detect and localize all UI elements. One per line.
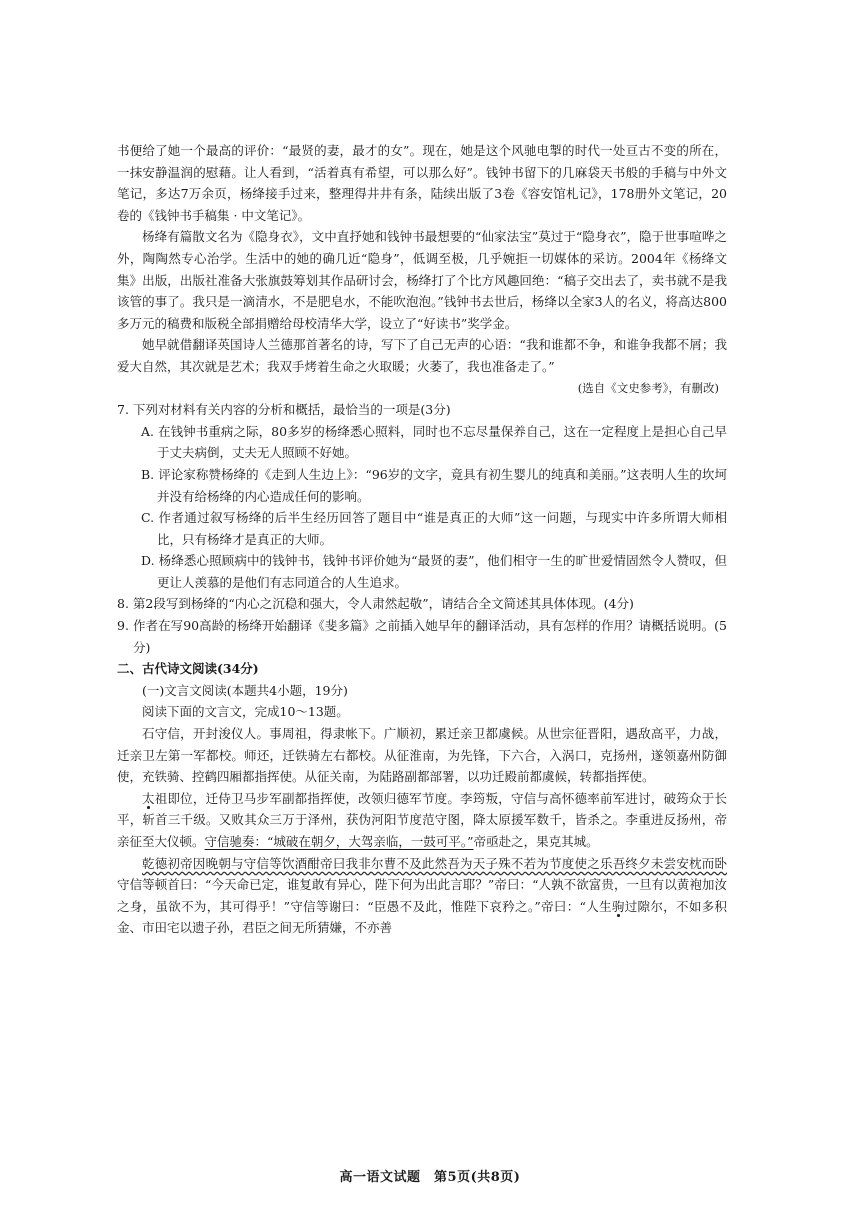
emphasis-dot-char: 太 (142, 790, 155, 806)
classical-paragraph-2-text: 祖即位，迁侍卫马步军副都指挥使，改领归德军节度。李筠叛，守信与高怀德率前军进讨，破筠众于长平，斩首三千级。又败其众三万于泽州，获伪河阳节度范守图，降太原援军数千，皆杀之。李重进反扬州，帝亲征至大仪顿。 (117, 790, 727, 849)
classical-paragraph-1: 石守信，开封浚仪人。事周祖，得隶帐下。广顺初，累迁亲卫都虞候。从世宗征晋阳，遇敌高平，力战，迁亲卫左第一军都校。师还，迁铁骑左右都校。从征淮南，为先锋，下六合，入涡口，克扬州，遂领嘉州防御使，充铁骑、控鹤四厢都指挥使。从征关南，为陆路副都部署，以功迁殿前都虞候，转都指挥使。 (117, 726, 727, 785)
source-note: (选自《文史参考》，有删改) (577, 380, 719, 395)
underlined-sentence: 守信驰奏：“城破在朝夕，大驾亲临，一鼓可平。” (204, 834, 474, 849)
reading-paragraph-2: 杨绛有篇散文名为《隐身衣》，文中直抒她和钱钟书最想要的“仙家法宝”莫过于“隐身衣”，隐于世事喧哗之外，陶陶然专心治学。生活中的她的确几近“隐身”，低调至极，几乎婉拒一切媒体的采访。2004年《杨绛文集》出版，出版社准备大张旗鼓筹划其作品研讨会，杨绛打了个比方风趣回绝：“稿子交出去了，卖书就不是我该管的事了。我只是一滴清水，不是肥皂水，不能吹泡泡。”钱钟书去世后，杨绛以全家3人的名义，将高达800多万元的稿费和版税全部捐赠给母校清华大学，设立了“好读书”奖学金。 (117, 229, 727, 331)
section-2-heading: 二、古代诗文阅读(34分) (117, 661, 259, 677)
question-7-option-b: B. 评论家称赞杨绛的《走到人生边上》：“96岁的文字，竟具有初生婴儿的纯真和美丽。”这表明人生的坎坷并没有给杨绛的内心造成任何的影响。 (141, 466, 727, 504)
question-7-option-a: A. 在钱钟书重病之际，80多岁的杨绛悉心照料，同时也不忘尽量保养自己，这在一定程度上是担心自己早于丈夫病倒，丈夫无人照顾不好她。 (141, 423, 727, 461)
classical-paragraph-3 (117, 853, 727, 939)
classical-paragraph-2-end: 帝亟赴之，果克其城。 (473, 834, 599, 849)
question-8: 8. 第2段写到杨绛的“内心之沉稳和强大，令人肃然起敬”，请结合全文简述其具体体现。(4分) (117, 596, 634, 612)
classical-paragraph-3-end: 过隙尔，不如多积金、市田宅以遗子孙，君臣之间无所猜嫌，不亦善 (117, 898, 727, 936)
question-7-option-d: D. 杨绛悉心照顾病中的钱钟书，钱钟书评价她为“最贤的妻”，他们相守一生的旷世爱情固然令人赞叹，但更让人羡慕的是他们有志同道合的人生追求。 (141, 553, 727, 590)
wavy-underlined-passage: 乾德初帝因晚朝与守信等饮酒酣帝曰我非尔曹不及此然吾为天子殊不若为节度使之乐吾终夕未尝安枕而卧 (142, 855, 727, 871)
page-footer: 高一语文试题 第5页(共8页) (339, 1170, 521, 1185)
emphasis-dot-char: 驹 (611, 898, 625, 914)
question-7-stem: 7. 下列对材料有关内容的分析和概括，最恰当的一项是(3分) (117, 402, 451, 418)
reading-paragraph-1: 书便给了她一个最高的评价：“最贤的妻，最才的女”。现在，她是这个风驰电掣的时代一处亘古不变的所在，一抹安静温润的慰藉。让人看到，“活着真有希望，可以那么好”。钱钟书留下的几麻袋天书般的手稿与中外文笔记，多达7万余页，杨绛接手过来，整理得井井有条，陆续出版了3卷《容安馆札记》，178册外文笔记，20卷的《钱钟书手稿集 · 中文笔记》。 (117, 143, 727, 223)
page-content (117, 140, 727, 939)
reading-paragraph-3: 她早就借翻译英国诗人兰德那首著名的诗，写下了自己无声的心语：“我和谁都不争，和谁争我都不屑；我爱大自然，其次就是艺术；我双手烤着生命之火取暖；火萎了，我也准备走了。” (117, 337, 727, 374)
question-9: 9. 作者在写90高龄的杨绛开始翻译《斐多篇》之前插入她早年的翻译活动，具有怎样的作用？请概括说明。(5分) (117, 618, 727, 655)
classical-paragraph-3-text: 守信等顿首曰：“今天命已定，谁复敢有异心，陛下何为出此言耶？”帝曰：“人孰不欲富贵，一旦有以黄袍加汝之身，虽欲不为，其可得乎！”守信等谢曰：“臣愚不及此，惟陛下哀矜之。”帝曰：“人生 (117, 877, 727, 914)
question-7-option-c: C. 作者通过叙写杨绛的后半生经历回答了题目中“谁是真正的大师”这一问题，与现实中许多所谓大师相比，只有杨绛才是真正的大师。 (141, 510, 727, 547)
classical-paragraph-2 (117, 788, 727, 853)
reading-instruction: 阅读下面的文言文，完成10～13题。 (142, 704, 349, 720)
subsection-1-heading: (一)文言文阅读(本题共4小题，19分) (142, 682, 348, 698)
